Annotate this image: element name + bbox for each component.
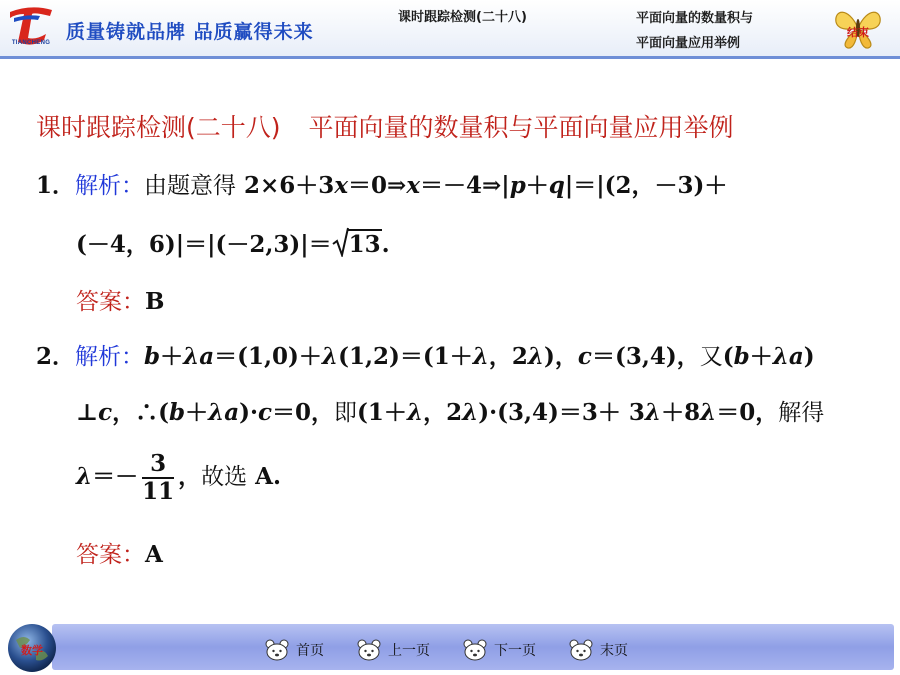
q1-number: 1． (36, 172, 76, 199)
sqrt-13: 13 (332, 231, 382, 258)
q2-keyword: 解析： (75, 344, 145, 370)
nav-last-label[interactable]: 末页 (600, 643, 628, 659)
footer-nav (0, 620, 900, 675)
bear-icon (264, 639, 290, 661)
page-title (36, 108, 734, 144)
header-chapter: 课时跟踪检测(二十八) (398, 10, 527, 25)
end-button-label[interactable]: 结束 (847, 26, 869, 39)
nav-last-page[interactable] (568, 638, 628, 662)
nav-prev-label[interactable]: 上一页 (388, 643, 430, 659)
nav-prev-page[interactable] (356, 638, 430, 662)
q2-number: 2． (36, 343, 76, 370)
title-part2: 平面向量的数量积与平面向量应用举例 (308, 113, 734, 142)
title-part1: 课时跟踪检测(二十八) (36, 113, 281, 142)
q2-line3: λ＝－ $\frac{3}{11}$ ，故选 A. (76, 450, 282, 505)
nav-first-page[interactable] (264, 638, 324, 662)
bear-icon (462, 639, 488, 661)
fraction-3-11: $\frac{3}{11}$ (142, 450, 175, 505)
bear-icon (356, 639, 382, 661)
nav-first-label[interactable]: 首页 (296, 643, 324, 659)
nav-next-label[interactable]: 下一页 (494, 643, 536, 659)
logo-text: TIANCHENG (11, 40, 51, 46)
q1-keyword: 解析： (75, 173, 145, 199)
subject-badge: 数学 (21, 644, 43, 657)
q1-line1: 1．解析：由题意得 2×6＋3x＝0⇒x＝－4⇒|p＋q|＝|(2，－3)＋ (36, 172, 728, 199)
q2-answer-label: 答案： (76, 542, 145, 568)
q2-answer (76, 536, 163, 569)
bear-icon (568, 639, 594, 661)
slogan: 质量铸就品牌 品质赢得未来 (66, 21, 314, 43)
q2-line1: 2．解析：b＋λa＝(1,0)＋λ(1,2)＝(1＋λ，2λ)，c＝(3,4)，又(b＋λa) (36, 343, 815, 370)
q1-answer (76, 283, 164, 316)
q1-line2: (－4，6)|＝|(－2,3)|＝ 13. (76, 226, 390, 259)
q1-answer-value: B (145, 288, 165, 315)
header-topic-line1: 平面向量的数量积与 (636, 11, 754, 26)
q2-answer-value: A (145, 541, 163, 568)
q1-answer-label: 答案： (76, 289, 145, 315)
q2-line2: ⊥c，∴(b＋λa)·c＝0，即(1＋λ，2λ)·(3,4)＝3＋ 3λ＋8λ＝0，解得 (76, 399, 825, 426)
header-topic-line2: 平面向量应用举例 (636, 36, 741, 51)
nav-next-page[interactable] (462, 638, 536, 662)
